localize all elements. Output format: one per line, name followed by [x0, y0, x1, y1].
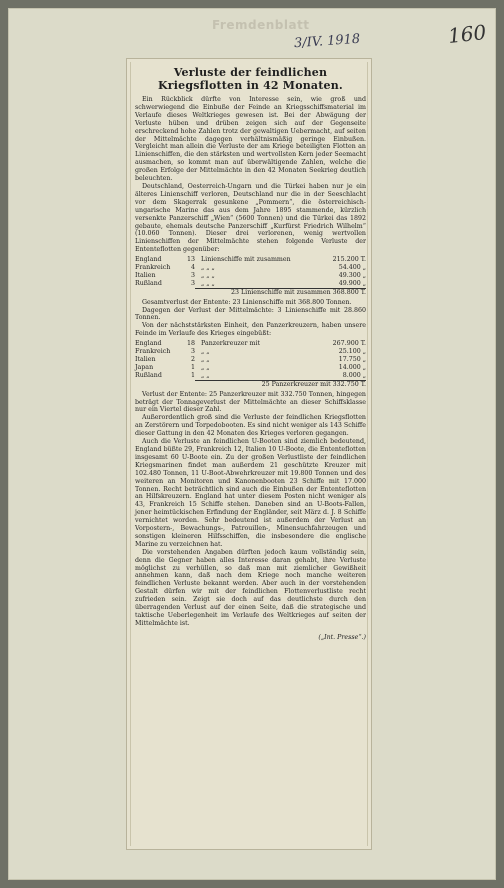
label-cell: Linienschiffe mit zusammen [201, 256, 291, 264]
label-cell: „ „ [201, 348, 210, 356]
tonnage-cell: 49.900 „ [338, 279, 366, 287]
article-paragraph: Dagegen der Verlust der Mittelmächte: 3 Linienschiffe mit 28.860 Tonnen. [135, 306, 366, 322]
label-cell: „ „ [201, 356, 210, 363]
country-cell: Japan [135, 363, 154, 371]
tonnage-cell: 267.900 T. [332, 340, 366, 348]
tonnage-cell: 8.000 „ [342, 371, 366, 379]
tonnage-cell: 54.400 „ [338, 264, 366, 272]
article-paragraph: Auch die Verluste an feindlichen U-Booten sind ziemlich bedeutend, England büßte 29, Frankreich 12, Italien 10 U-Boote, die Ententeflotten insgesamt 60 U-Boote ein. Zu der großen Verlustliste der feindlichen Kriegsmarinen findet man außerdem 21 geschützte Kreuzer mit 102.480 Tonnen, 11 U-Boot-Abwehrkreuzer mit 19.800 Tonnen und des weiteren an Monitoren und Kanonenbooten 23 Schiffe mit 17.000 Tonnen. Recht beträchtlich sind auch die Einbußen der Ententeflotten an Hilfskreuzern. England hat unter diesem Posten nicht weniger als 43, Frankreich 15 Schiffe stehen. Daneben sind an U-Boots-Fallen, jener heimtückischen Erfindung der Engländer, seit März d. J. 8 Schiffe vernichtet worden. Sehr bedeutend ist außerdem der Verlust an Vorpostern-, Bewachungs-, Patrouillen-, Minensuchfahrzeugen und sonstigen kleineren Hilfsschiffen, die insbesondere die englische Marine zu verzeichnen hat. [135, 438, 366, 548]
count-cell: 3 [190, 271, 195, 279]
table-row [135, 364, 366, 372]
folio-number: 160 [446, 20, 488, 48]
table-total: 23 Linienschiffe mit zusammen 368.800 T. [195, 288, 366, 297]
country-cell: Frankreich [135, 264, 171, 272]
table-total: 25 Panzerkreuzer mit 332.750 T. [195, 380, 366, 389]
article-paragraph: Von der nächststärksten Einheit, den Panzerkreuzern, haben unsere Feinde im Verlaufe des Krieges eingebüßt: [135, 322, 366, 338]
count-cell: 13 [186, 256, 195, 264]
count-cell: 3 [190, 348, 195, 356]
country-cell: England [135, 256, 162, 264]
tonnage-cell: 25.100 „ [338, 348, 366, 356]
article-paragraph: Verlust der Entente: 25 Panzerkreuzer mit 332.750 Tonnen, hingegen beträgt der Tonnageverlust der Mittelmächte an dieser Schiffsklasse nur ein Viertel dieser Zahl. [135, 390, 366, 414]
count-cell: 1 [190, 363, 195, 371]
article-paragraph: Die vorstehenden Angaben dürften jedoch kaum vollständig sein, denn die Gegner haben alles Interesse daran gehabt, ihre Verluste möglichst zu verhüllen, so daß man mit ziemlicher Gewißheit annehmen kann, daß nach dem Kriege noch manche weiteren feindlichen Verluste bekannt werden. Aber auch in der vorstehenden Gestalt dürfen wir mit der feindlichen Flottenverlustliste recht zufrieden sein. Zeigt sie doch auf das deutlichste durch den überragenden Verlust auf der einen Seite, daß die strategische und taktische Ueberlegenheit im Verlaufe des Weltkrieges auf seiten der Mittelmächte ist. [135, 548, 366, 627]
tonnage-cell: 17.750 „ [338, 356, 366, 363]
table-row [135, 356, 366, 364]
battleship-loss-table [135, 256, 366, 297]
tonnage-cell: 49.300 „ [338, 271, 366, 279]
label-cell: „ „ „ [201, 264, 215, 272]
article-paragraph: Deutschland, Oesterreich-Ungarn und die Türkei haben nur je ein älteres Linienschiff verloren, Deutschland nur die in der Seeschlacht vor dem Skagerrak gesunkene „Pommern“, die österreichisch-ungarische Marine das aus dem Jahre 1895 stammende, kürzlich versenkte Panzerschiff „Wien“ (5600 Tonnen) und die Türkei das 1892 gebaute, ehemals deutsche Panzerschiff „Kurfürst Friedrich Wilhelm“ (10.060 Tonnen). Dieser drei verlorenen, wenig wertvollen Linienschiffen der Mittelmächte stehen folgende Verluste der Ententeflotten gegenüber: [135, 182, 366, 254]
label-cell: „ „ „ [201, 271, 215, 279]
tonnage-cell: 14.000 „ [338, 363, 366, 371]
newspaper-clipping [126, 58, 372, 850]
article-paragraph: Außerordentlich groß sind die Verluste der feindlichen Kriegsflotten an Zerstörern und Torpedobooten. Es sind nicht weniger als 143 Schiffe dieser Gattung in den 42 Monaten des Krieges verloren gegangen. [135, 414, 366, 438]
tonnage-cell: 215.200 T. [332, 256, 366, 264]
count-cell: 3 [190, 279, 195, 287]
label-cell: „ „ [201, 363, 210, 371]
country-cell: Rußland [135, 279, 162, 287]
article-title: Verluste der feindlichen Kriegsflotten in 42 Monaten. [158, 66, 343, 92]
armored-cruiser-loss-table [135, 340, 366, 388]
count-cell: 1 [190, 371, 195, 379]
newspaper-stamp: Fremdenblatt [212, 18, 310, 32]
table-row [135, 256, 366, 264]
count-cell: 4 [190, 264, 195, 272]
country-cell: Italien [135, 356, 156, 363]
country-cell: England [135, 340, 162, 348]
label-cell: „ „ „ [201, 279, 215, 287]
table-row [135, 280, 366, 288]
label-cell: „ „ [201, 371, 210, 379]
label-cell: Panzerkreuzer mit [201, 340, 260, 348]
article-intro: Ein Rückblick dürfte von Interesse sein, wie groß und schwerwiegend die Einbuße der Feinde an Kriegsschiffsmaterial im Verlaufe dieses Weltkrieges gewesen ist. Bei der Abwägung der Verluste hüben und drüben zeigen sich auf der Gegenseite erschreckend hohe Zahlen trotz der gewaltigen Uebermacht, auf seiten der Mittelmächte dagegen verhältnismäßig geringe Einbußen. Vergleicht man allein die Verluste der am Kriege beteiligten Flotten an Linienschiffen, die den stärksten und wertvollsten Kern jeder Seemacht ausmachen, so kommt man auf überwältigende Zahlen, welche die großen Erfolge der Mittelmächte in den 42 Monaten Seekrieg deutlich beleuchten. [135, 96, 366, 183]
article-paragraph: Gesamtverlust der Entente: 23 Linienschiffe mit 368.800 Tonnen. [142, 298, 352, 306]
count-cell: 18 [186, 340, 195, 348]
article-source: („Int. Presse“.) [318, 633, 366, 641]
table-row [135, 340, 366, 348]
country-cell: Rußland [135, 371, 162, 379]
table-row [135, 272, 366, 280]
country-cell: Frankreich [135, 348, 171, 356]
count-cell: 2 [190, 356, 195, 363]
table-row [135, 264, 366, 272]
country-cell: Italien [135, 271, 156, 279]
table-row [135, 348, 366, 356]
table-row [135, 372, 366, 380]
handwritten-date: 3/IV. 1918 [293, 31, 361, 52]
